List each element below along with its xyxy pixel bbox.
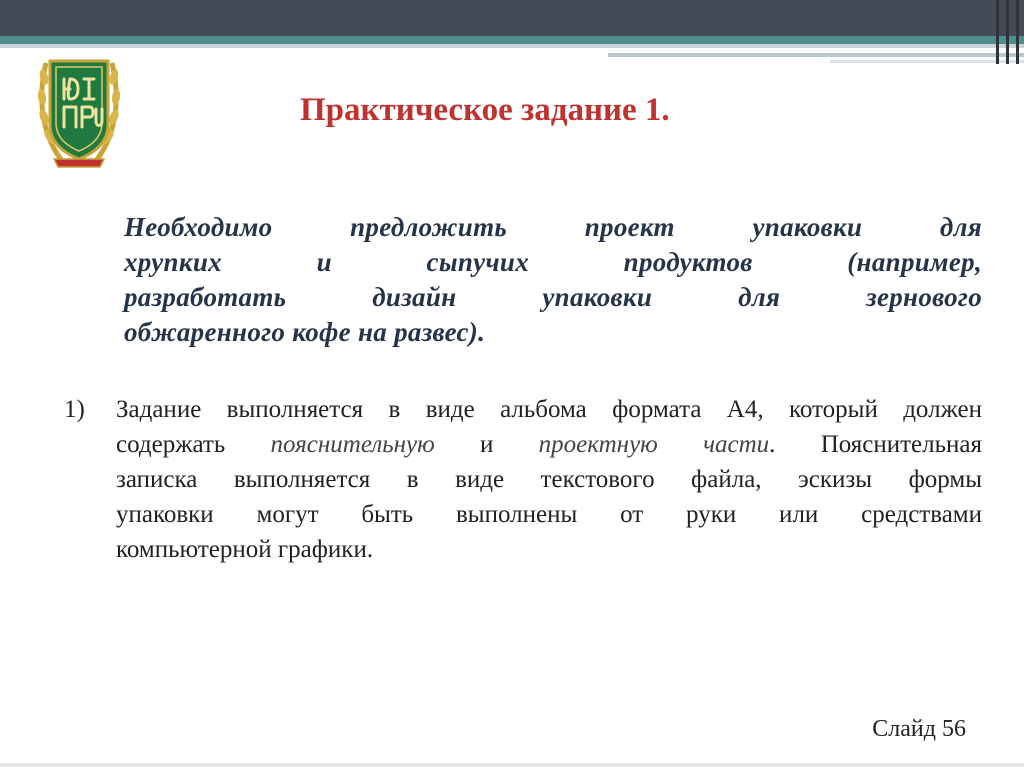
- list-item-text: [116, 392, 982, 567]
- header-edge-line: [996, 0, 999, 64]
- item-line: Задание выполняется в виде альбома формата А4, который должен: [116, 396, 982, 423]
- item-line: [116, 427, 982, 462]
- header-decor-stripe-thin: [830, 60, 1024, 63]
- slide-title: Практическое задание 1.: [300, 92, 670, 128]
- header-decor-stripe: [608, 53, 1024, 57]
- header-edge-line: [1006, 0, 1009, 64]
- header-edge-line: [1016, 0, 1019, 64]
- item-text-italic: проектную части: [538, 431, 770, 458]
- item-text-plain: . Пояснительная: [769, 431, 982, 458]
- task-line: хрупких и сыпучих продуктов (например,: [124, 247, 982, 277]
- item-line: упаковки могут быть выполнены от руки или средствами: [116, 501, 982, 528]
- task-line: разработать дизайн упаковки для зернового: [124, 282, 982, 312]
- item-text-plain: и: [434, 431, 539, 458]
- task-statement: [124, 210, 982, 350]
- header-bar: [0, 0, 1024, 36]
- slide-number: Слайд 56: [872, 716, 966, 742]
- item-text-italic: пояснительную: [270, 431, 435, 458]
- item-line: записка выполняется в виде текстового файла, эскизы формы: [116, 466, 982, 493]
- header-accent-stripe: [0, 36, 1024, 44]
- item-text-plain: содержать: [116, 431, 271, 458]
- task-line: обжаренного кофе на развес).: [124, 317, 486, 347]
- header-light-stripe: [0, 44, 1024, 48]
- university-crest-icon: [36, 55, 122, 173]
- list-item-number: 1): [64, 396, 85, 423]
- item-line: компьютерной графики.: [116, 536, 374, 563]
- task-line: Необходимо предложить проект упаковки для: [124, 212, 982, 242]
- page-bottom-edge: [0, 763, 1024, 767]
